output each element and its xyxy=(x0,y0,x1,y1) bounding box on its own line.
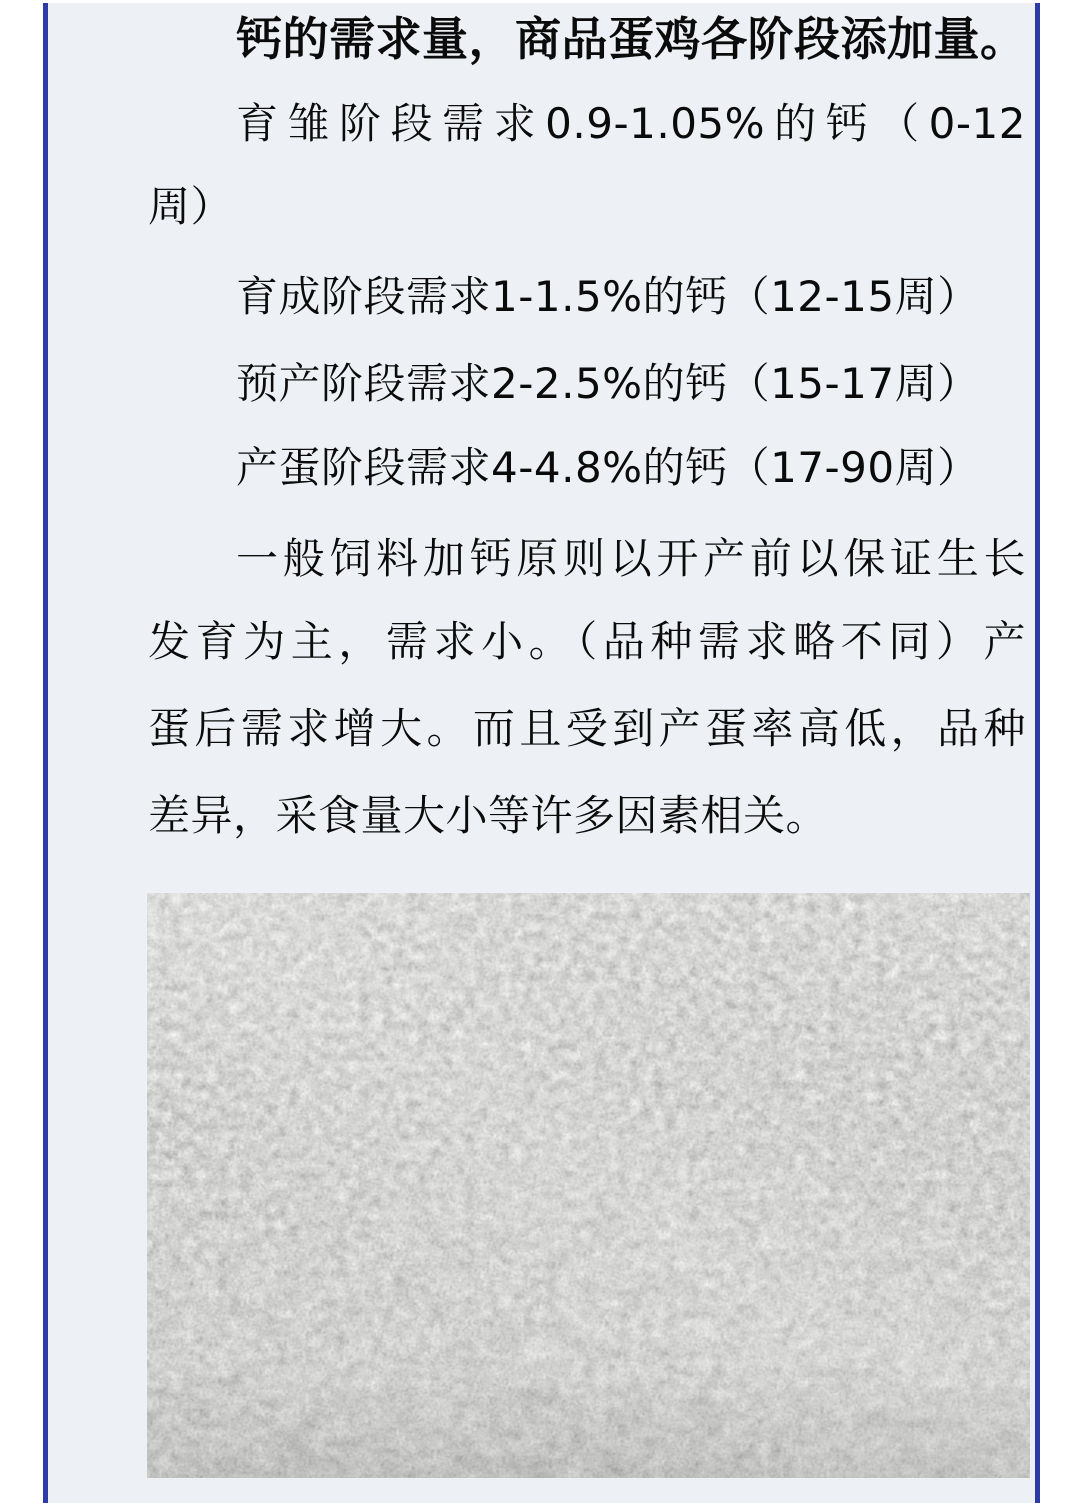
article-line-prelay: 预产阶段需求2-2.5%的钙（15-17周） xyxy=(236,359,980,408)
article-line-principle-2: 发育为主，需求小。（品种需求略不同）产 xyxy=(148,617,1026,666)
article-panel xyxy=(43,3,1040,1503)
article-line-laying: 产蛋阶段需求4-4.8%的钙（17-90周） xyxy=(236,443,980,492)
article-title: 钙的需求量，商品蛋鸡各阶段添加量。 xyxy=(236,12,1027,66)
article-line-growing: 育成阶段需求1-1.5%的钙（12-15周） xyxy=(236,272,980,321)
gravel-photo xyxy=(147,893,1030,1478)
gravel-photo-texture xyxy=(147,893,1030,1478)
article-line-principle-1: 一般饲料加钙原则以开产前以保证生长 xyxy=(236,534,1026,583)
article-line-brooding: 育雏阶段需求0.9-1.05%的钙（0-12 xyxy=(236,99,1026,148)
article-line-principle-3: 蛋后需求增大。而且受到产蛋率高低，品种 xyxy=(148,704,1026,753)
article-line-brooding-cont: 周） xyxy=(148,182,234,231)
article-line-principle-4: 差异，采食量大小等许多因素相关。 xyxy=(148,791,829,840)
